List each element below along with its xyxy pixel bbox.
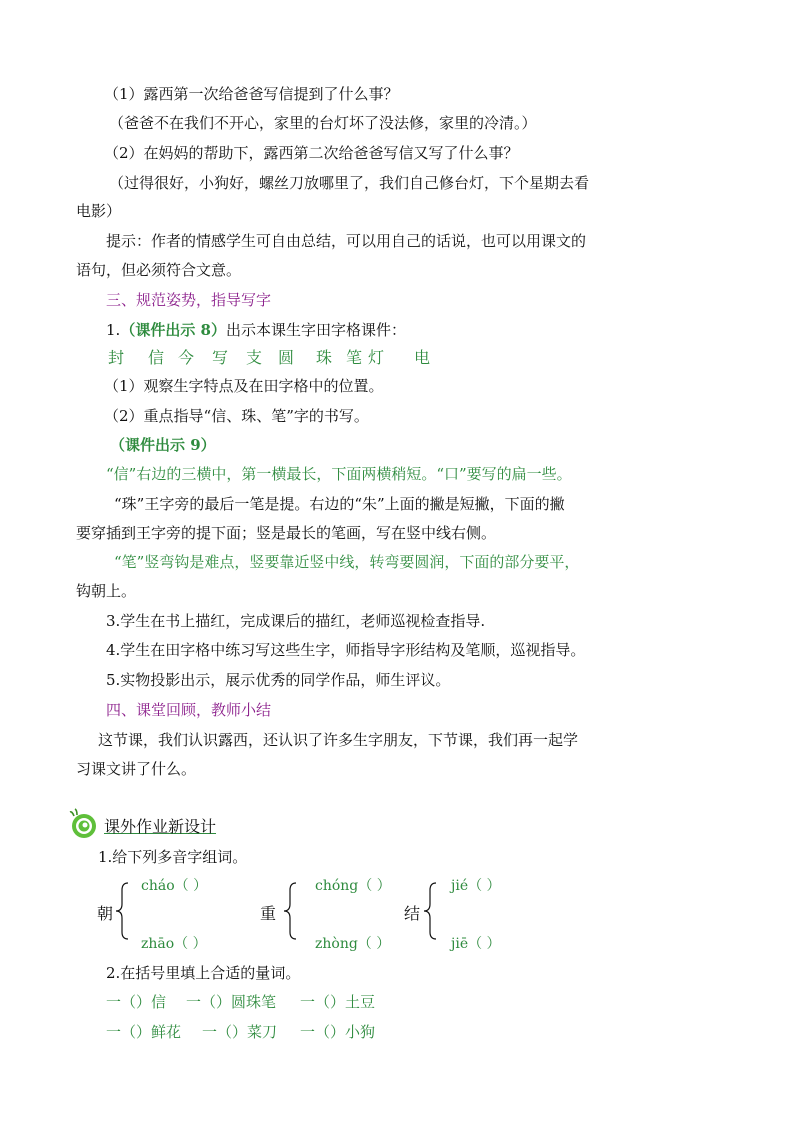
measure-item: 一（）鲜花 xyxy=(106,1023,182,1041)
group-2-top-pinyin: chóng（ ） xyxy=(315,878,391,894)
group-2-bottom-pinyin: zhòng（ ） xyxy=(315,936,391,952)
measure-item: 一（）信 xyxy=(106,993,167,1011)
group-1-bottom-pinyin: zhāo（ ） xyxy=(141,936,207,952)
char-1: 封 xyxy=(108,348,125,367)
group-3-brace xyxy=(422,882,440,940)
group-1-brace xyxy=(114,882,132,940)
question-2: （2）在妈妈的帮助下，露西第二次给爸爸写信又写了什么事？ xyxy=(104,144,519,162)
snail-icon xyxy=(68,808,100,840)
courseware-9-label: （课件出示 9） xyxy=(110,436,216,454)
observe-1: （1）观察生字特点及在田字格中的位置。 xyxy=(104,377,384,395)
guide-zhu-line-2: 要穿插到王字旁的提下面；竖是最长的笔画，写在竖中线右侧。 xyxy=(76,524,497,542)
group-3-top-pinyin: jié（ ） xyxy=(451,878,501,894)
answer-1: （爸爸不在我们不开心，家里的台灯坏了没法修，家里的冷清。） xyxy=(109,114,537,132)
char-3: 今 xyxy=(178,348,195,367)
char-4: 写 xyxy=(212,348,229,367)
group-1-top-pinyin: cháo（ ） xyxy=(141,878,208,894)
step-4: 4.学生在田字格中练习写这些生字，师指导字形结构及笔顺，巡视指导。 xyxy=(106,641,586,659)
guide-xin: “信”右边的三横中，第一横最长，下面两横稍短。“口”要写的扁一些。 xyxy=(106,465,572,483)
measure-item: 一（）菜刀 xyxy=(202,1023,278,1041)
guide-bi-line-2: 钩朝上。 xyxy=(76,582,137,600)
step-3: 3.学生在书上描红，完成课后的描红，老师巡视检查指导. xyxy=(106,612,486,630)
section-4-heading: 四、课堂回顾，教师小结 xyxy=(106,701,272,719)
observe-2: （2）重点指导“信、珠、笔”字的书写。 xyxy=(104,407,369,425)
summary-line-2: 习课文讲了什么。 xyxy=(76,760,197,778)
step-1 xyxy=(106,320,406,340)
answer-2-line-1: （过得很好，小狗好，螺丝刀放哪里了，我们自己修台灯，下个星期去看 xyxy=(109,174,590,192)
char-2: 信 xyxy=(148,348,165,367)
guide-bi-line-1: “笔”竖弯钩是难点，竖要靠近竖中线，转弯要圆润，下面的部分要平， xyxy=(114,553,580,571)
group-1-char: 朝 xyxy=(97,904,114,923)
step-1-number: 1. xyxy=(106,321,121,339)
char-6: 圆 xyxy=(278,348,295,367)
answer-2-line-2: 电影） xyxy=(76,202,122,220)
char-7: 珠 xyxy=(316,348,333,367)
group-2-char: 重 xyxy=(260,904,277,923)
homework-title: 课外作业新设计 xyxy=(104,817,217,836)
char-5: 支 xyxy=(246,348,263,367)
step-1-text: 出示本课生字田字格课件： xyxy=(225,321,406,339)
group-2-brace xyxy=(282,882,300,940)
step-1-courseware-label: （课件出示 8） xyxy=(120,321,226,339)
section-3-heading: 三、规范姿势，指导写字 xyxy=(106,291,272,309)
summary-line-1: 这节课，我们认识露西，还认识了许多生字朋友，下节课，我们再一起学 xyxy=(98,731,579,749)
char-10: 电 xyxy=(414,348,431,367)
tip-line-1: 提示：作者的情感学生可自由总结，可以用自己的话说，也可以用课文的 xyxy=(106,232,587,250)
guide-zhu-line-1: “珠”王字旁的最后一笔是提。右边的“朱”上面的撇是短撇，下面的撇 xyxy=(114,495,565,513)
question-1: （1）露西第一次给爸爸写信提到了什么事？ xyxy=(104,85,399,103)
step-5: 5.实物投影出示，展示优秀的同学作品，师生评议。 xyxy=(106,671,451,689)
homework-q2: 2.在括号里填上合适的量词。 xyxy=(106,964,301,982)
homework-q1: 1.给下列多音字组词。 xyxy=(98,848,248,866)
char-8: 笔 xyxy=(346,348,363,367)
measure-item: 一（）圆珠笔 xyxy=(186,993,277,1011)
char-9: 灯 xyxy=(368,348,385,367)
group-3-char: 结 xyxy=(404,904,421,923)
measure-item: 一（）小狗 xyxy=(300,1023,376,1041)
measure-item: 一（）土豆 xyxy=(300,993,376,1011)
tip-line-2: 语句，但必须符合文意。 xyxy=(76,261,242,279)
group-3-bottom-pinyin: jiē（ ） xyxy=(451,936,501,952)
